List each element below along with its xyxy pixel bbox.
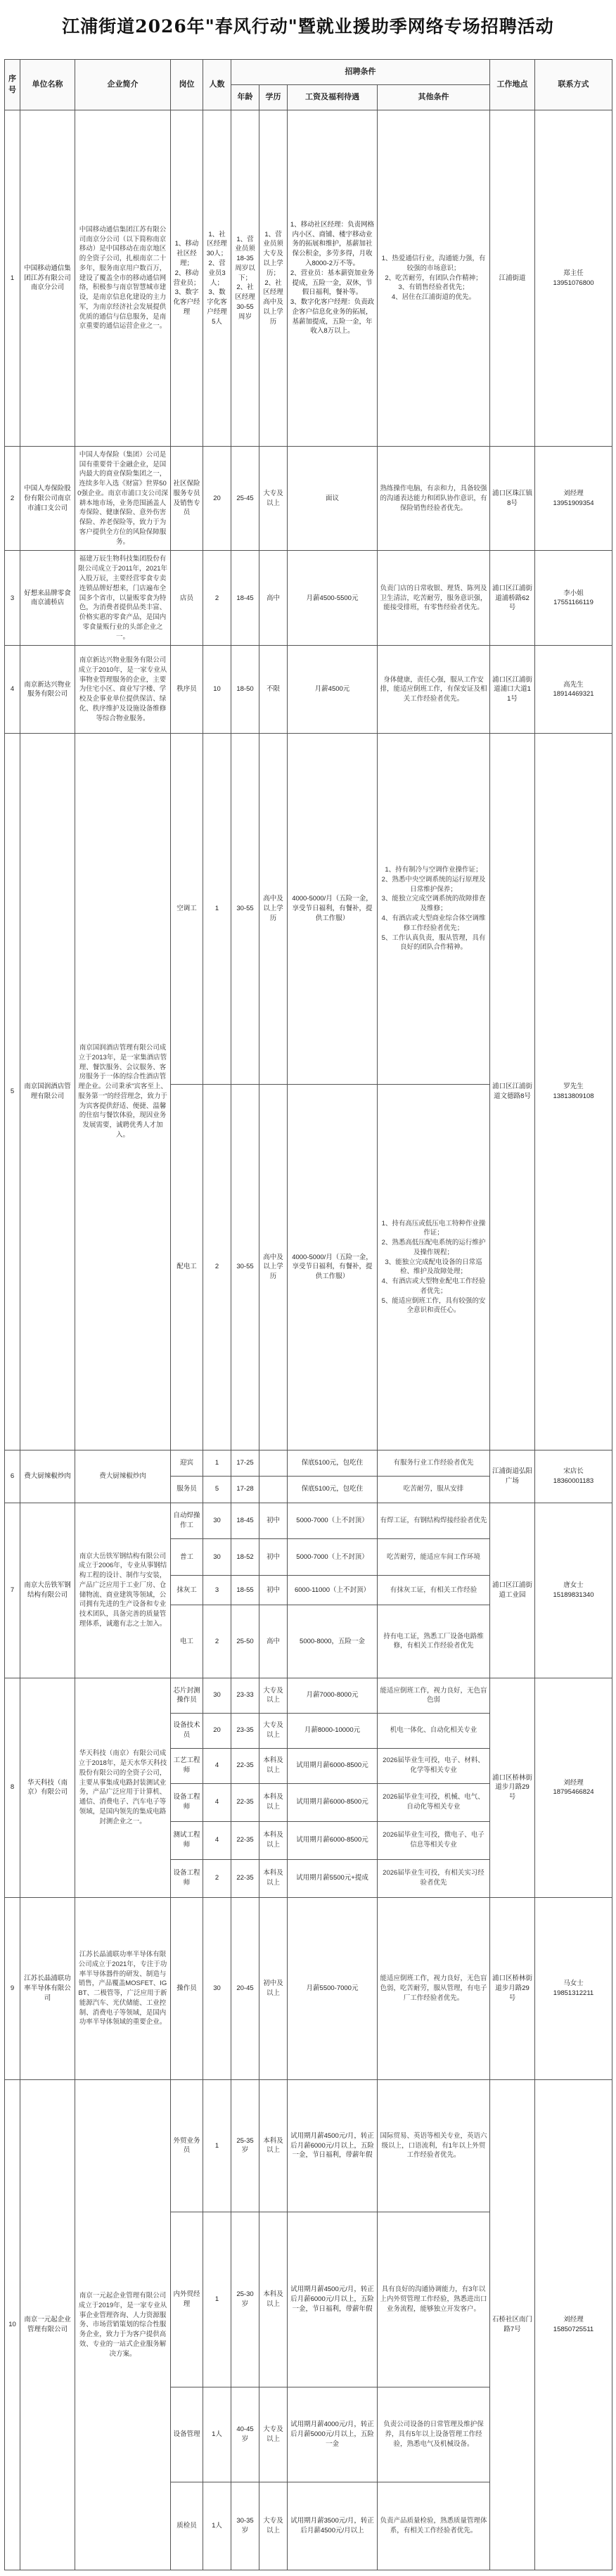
company-index: 2 [5,447,20,551]
post-count: 2 [203,1085,231,1450]
company-name: 南京大岳铁军钢结构有限公司 [20,1503,75,1678]
post-other: 负责公司设备的日常管理及维护保养，具有5年以上设备管理工作经验，熟悉电气及机械设备。 [378,2387,490,2482]
company-intro: 华天科技（南京）有限公司成立于2018年，是天水华天科技股份有限公司的全资子公司，主要从事集成电路封装测试业务，产品广泛应用于计算机、通信、消费电子、汽车电子等领域，是国内领先的集成电路封测企业之一。 [75,1678,171,1897]
company-name: 中国移动通信集团江苏有限公司南京分公司 [20,110,75,447]
header-company: 单位名称 [20,60,75,110]
post-other: 1、热爱通信行业，沟通能力强，有较强的市场意识； 2、吃苦耐劳，有团队合作精神； 3、有销售经验者优先； 4、居住在江浦街道的优先。 [378,110,490,447]
post-age: 22-35 [231,1821,259,1859]
post-age: 30-55 [231,1085,259,1450]
company-contact: 宋店长 18360001183 [535,1450,612,1503]
post-name: 操作员 [171,1897,203,2080]
post-salary: 1、移动社区经理：负责网格内小区、商铺、楼宇移动业务的拓展和维护，基薪加社保公积金，多劳多得，月收入8000-2万不等。 2、营业员：基本薪资加业务提成，五险一金，双休，节假日福利，餐补等。 3、数字化客户经理：负责政企客户信息化业务的拓展，基薪加提成，五险一金，年收入8万以上。 [288,110,378,447]
table-row [5,2080,612,2212]
post-count: 10 [203,646,231,734]
post-salary: 4000-5000/月（五险一金，享受节日福利，有餐补，提供工作服） [288,734,378,1085]
post-count: 1人 [203,2387,231,2482]
company-location: 浦口区桥林街道步月路29号 [490,1897,535,2080]
post-salary: 试用期月薪4500元/月，转正后月薪6000元/月以上，五险一金，节日福利，带薪年假 [288,2080,378,2212]
company-intro: 中国人寿保险（集团）公司是国有重要骨干金融企业，是国内最大的商业保险集团之一，连续多年入选《财富》世界500强企业。南京市浦口支公司深耕本地市场，业务范围涵盖人寿保险、健康保险、意外伤害保险、养老保险等，致力于为客户提供全方位的风险保障服务。 [75,447,171,551]
post-salary: 面议 [288,447,378,551]
post-age: 17-28 [231,1477,259,1503]
company-location: 江浦街道 [490,110,535,447]
post-age: 40-45岁 [231,2387,259,2482]
post-edu [259,1477,288,1503]
table-row [5,1450,612,1476]
company-intro: 江苏长晶浦联功率半导体有限公司成立于2021年，专注于功率半导体器件的研发、制造与销售，产品覆盖MOSFET、IGBT、二极管等，广泛应用于新能源汽车、光伏储能、工业控制、消费电子等领域，是国内功率半导体领域的重要企业。 [75,1897,171,2080]
post-salary: 月薪4500-5500元 [288,551,378,646]
post-salary: 试用期月薪6000-8500元 [288,1748,378,1783]
post-age: 18-55 [231,1576,259,1605]
post-salary: 试用期月薪6000-8500元 [288,1821,378,1859]
post-age: 1、营业员须18-35周岁以下； 2、社区经理30-55周岁 [231,110,259,447]
company-index: 7 [5,1503,20,1678]
company-name: 费大厨辣椒炒肉 [20,1450,75,1503]
company-intro: 费大厨辣椒炒肉 [75,1450,171,1503]
post-name: 社区保险服务专员及销售专员 [171,447,203,551]
company-index: 5 [5,734,20,1450]
post-name: 芯片封测操作员 [171,1678,203,1713]
post-count: 4 [203,1748,231,1783]
recruitment-table [4,59,612,2570]
company-index: 4 [5,646,20,734]
company-name: 华天科技（南京）有限公司 [20,1678,75,1897]
post-salary: 5000-8000，五险一金 [288,1605,378,1678]
company-intro: 南京国润酒店管理有限公司成立于2013年，是一家集酒店管理、餐饮服务、会议服务、客房服务于一体的综合性酒店管理企业。公司秉承"宾客至上、服务第一"的经营理念，致力于为宾客提供舒适、便捷、温馨的住宿与餐饮体验，现因业务发展需要，诚聘优秀人才加入。 [75,734,171,1450]
company-index: 3 [5,551,20,646]
post-edu [259,1450,288,1476]
post-edu: 大专及以上 [259,1678,288,1713]
post-other: 熟练操作电脑，有亲和力，具备较强的沟通表达能力和团队协作意识，有保险销售经验者优先。 [378,447,490,551]
post-name: 外贸业务员 [171,2080,203,2212]
company-location: 浦口区江浦街道文德路8号 [490,734,535,1450]
company-name: 南京新达兴物业服务有限公司 [20,646,75,734]
company-contact: 唐女士 15189831340 [535,1503,612,1678]
post-age: 30-35岁 [231,2482,259,2570]
company-name: 南京一元起企业管理有限公司 [20,2080,75,2570]
post-other: 2026届毕业生可投，机械、电气、自动化等相关专业 [378,1783,490,1821]
post-salary: 月薪4500元 [288,646,378,734]
post-name: 设备工程师 [171,1783,203,1821]
post-salary: 保底5100元，包吃住 [288,1477,378,1503]
post-salary: 月薪8000-10000元 [288,1713,378,1748]
table-row [5,1897,612,2080]
table-row [5,110,612,447]
company-contact: 刘经理 18795466824 [535,1678,612,1897]
post-count: 1人 [203,2482,231,2570]
post-count: 20 [203,447,231,551]
company-contact: 刘经理 13951909354 [535,447,612,551]
post-other: 国际贸易、英语等相关专业，英语六级以上，口语流利，有1年以上外贸工作经验者优先。 [378,2080,490,2212]
post-age: 23-33 [231,1678,259,1713]
table-row [5,447,612,551]
post-count: 1、社区经理30人； 2、营业员3人； 3、数字化客户经理5人 [203,110,231,447]
company-contact: 郑主任 13951076800 [535,110,612,447]
post-count: 4 [203,1783,231,1821]
post-other: 有焊工证，有钢结构焊接经验者优先 [378,1503,490,1539]
company-intro: 福建万辰生物科技集团股份有限公司成立于2011年，2021年入股万辰，主要经营零食专卖连锁品牌好想来，门店遍布全国多个省市，以量贩零食为特色，为消费者提供品类丰富、价格实惠的零食产品，是国内零食量贩行业的头部企业之一。 [75,551,171,646]
post-edu: 高中及以上学历 [259,1085,288,1450]
post-edu: 本科及以上 [259,2212,288,2387]
page-title: 江浦街道2026年"春风行动"暨就业援助季网络专场招聘活动 [62,16,554,37]
post-count: 1 [203,1450,231,1476]
company-intro: 中国移动通信集团江苏有限公司南京分公司（以下简称南京移动）是中国移动在南京地区的全资子公司，扎根南京二十多年，服务南京用户数百万，建设了覆盖全市的移动通信网络，积极参与南京智慧城市建设，是南京信息化建设的主力军，为南京经济社会发展提供优质的通信与信息服务，是南京重要的通信运营企业之一。 [75,110,171,447]
post-name: 自动焊操作工 [171,1503,203,1539]
post-name: 1、移动社区经理； 2、移动营业员； 3、数字化客户经理 [171,110,203,447]
company-contact: 刘经理 15850725511 [535,2080,612,2570]
post-salary: 试用期月薪6000-8500元 [288,1783,378,1821]
post-salary: 5000-7000（上不封顶） [288,1539,378,1576]
company-contact: 李小姐 17551166119 [535,551,612,646]
header-post: 岗位 [171,60,203,110]
post-other: 吃苦耐劳，服从安排 [378,1477,490,1503]
company-index: 10 [5,2080,20,2570]
post-salary: 月薪7000-8000元 [288,1678,378,1713]
company-index: 8 [5,1678,20,1897]
post-age: 25-35岁 [231,2080,259,2212]
table-row [5,1678,612,1713]
post-other: 吃苦耐劳，能适应车间工作环境 [378,1539,490,1576]
post-edu: 大专及以上 [259,447,288,551]
company-name: 南京国润酒店管理有限公司 [20,734,75,1450]
post-other: 有服务行业工作经验者优先 [378,1450,490,1476]
post-count: 20 [203,1713,231,1748]
post-edu: 初中 [259,1503,288,1539]
post-edu: 大专及以上 [259,2482,288,2570]
post-salary: 试用期月薪5500元+提成 [288,1859,378,1897]
post-edu: 高中 [259,551,288,646]
post-age: 18-45 [231,1503,259,1539]
post-name: 迎宾 [171,1450,203,1476]
post-age: 18-52 [231,1539,259,1576]
post-count: 5 [203,1477,231,1503]
header-salary: 工资及福利待遇 [288,85,378,110]
table-header-row [5,60,612,85]
post-other: 2026届毕业生可投，有相关实习经验者优先 [378,1859,490,1897]
table-row [5,1503,612,1539]
company-contact: 高先生 18914469321 [535,646,612,734]
post-name: 测试工程师 [171,1821,203,1859]
company-index: 9 [5,1897,20,2080]
post-name: 店员 [171,551,203,646]
post-edu: 高中及以上学历 [259,734,288,1085]
post-count: 1 [203,2080,231,2212]
post-age: 25-45 [231,447,259,551]
post-age: 20-45 [231,1897,259,2080]
post-other: 1、持有制冷与空调作业操作证； 2、熟悉中央空调系统的运行原理及日常维护保养； 3、能独立完成空调系统的故障排查及维修； 4、有酒店或大型商业综合体空调维修工作经验者优先； 5、工作认真负责，服从管理，具有良好的团队合作精神。 [378,734,490,1085]
post-other: 2026届毕业生可投，电子、材料、化学等相关专业 [378,1748,490,1783]
post-age: 25-30岁 [231,2212,259,2387]
table-body [5,110,612,2570]
post-salary: 试用期月薪4000元/月，转正后月薪5000元/月以上，五险一金 [288,2387,378,2482]
company-contact: 罗先生 13813809108 [535,734,612,1450]
post-count: 2 [203,1605,231,1678]
header-index: 序号 [5,60,20,110]
post-other: 能适应倒班工作，视力良好，无色盲色弱，吃苦耐劳，服从管理，有电子厂工作经验者优先。 [378,1897,490,2080]
post-salary: 保底5100元，包吃住 [288,1450,378,1476]
post-other: 负责门店的日常收银、理货、陈列及卫生清洁，吃苦耐劳，服务意识强，能接受排班，有零售经验者优先。 [378,551,490,646]
post-salary: 6000-11000（上不封顶） [288,1576,378,1605]
post-edu: 本科及以上 [259,1821,288,1859]
post-edu: 大专及以上 [259,1713,288,1748]
post-other: 负责产品质量检验，熟悉质量管理体系，有相关工作经验者优先。 [378,2482,490,2570]
post-edu: 本科及以上 [259,2080,288,2212]
company-location: 浦口区江浦街道浦口大道11号 [490,646,535,734]
post-salary: 4000-5000/月（五险一金，享受节日福利，有餐补，提供工作服） [288,1085,378,1450]
company-intro: 南京一元起企业管理有限公司成立于2019年，是一家专业从事企业管理咨询、人力资源服务、市场营销策划的综合性服务企业，致力于为客户提供高效、专业的一站式企业服务解决方案。 [75,2080,171,2570]
post-name: 内外贸经理 [171,2212,203,2387]
post-other: 机电一体化、自动化相关专业 [378,1713,490,1748]
post-count: 2 [203,1859,231,1897]
header-location: 工作地点 [490,60,535,110]
company-index: 6 [5,1450,20,1503]
post-edu: 初中 [259,1576,288,1605]
post-edu: 本科及以上 [259,1748,288,1783]
header-conditions: 招聘条件 [231,60,490,85]
post-salary: 月薪5500-7000元 [288,1897,378,2080]
post-age: 22-35 [231,1783,259,1821]
post-name: 电工 [171,1605,203,1678]
post-other: 身体健康，责任心强，服从工作安排，能适应倒班工作，有保安证及相关工作经验者优先。 [378,646,490,734]
company-location: 浦口区江浦街道工业园 [490,1503,535,1678]
table-row [5,646,612,734]
post-name: 普工 [171,1539,203,1576]
company-intro: 南京新达兴物业服务有限公司成立于2010年，是一家专业从事物业管理服务的企业，主要为住宅小区、商业写字楼、学校及企事业单位提供保洁、绿化、秩序维护及设施设备维修等综合物业服务。 [75,646,171,734]
company-contact: 马女士 19851312211 [535,1897,612,2080]
post-count: 1 [203,734,231,1085]
post-salary: 5000-7000（上不封顶） [288,1503,378,1539]
company-intro: 南京大岳铁军钢结构有限公司成立于2006年，专业从事钢结构工程的设计、制作与安装，产品广泛应用于工业厂房、仓储物流、商业建筑等领域，公司拥有先进的生产设备和专业技术团队，具备完善的质量管理体系，诚邀有志之士加入。 [75,1503,171,1678]
post-name: 配电工 [171,1085,203,1450]
post-count: 4 [203,1821,231,1859]
post-edu: 不限 [259,646,288,734]
post-age: 18-50 [231,646,259,734]
post-age: 18-45 [231,551,259,646]
post-age: 23-35 [231,1713,259,1748]
post-salary: 试用期月薪3500元/月，转正后月薪4500元/月以上 [288,2482,378,2570]
company-name: 好想来品牌零食南京浦桥店 [20,551,75,646]
post-name: 秩序员 [171,646,203,734]
post-name: 服务员 [171,1477,203,1503]
post-age: 22-35 [231,1859,259,1897]
post-edu: 初中及以上 [259,1897,288,2080]
post-edu: 本科及以上 [259,1783,288,1821]
company-location: 浦口区桥林街道步月路29号 [490,1678,535,1897]
post-count: 30 [203,1503,231,1539]
post-name: 设备管理 [171,2387,203,2482]
header-intro: 企业简介 [75,60,171,110]
company-location: 浦口区珠江镇8号 [490,447,535,551]
post-other: 具有良好的沟通协调能力，有3年以上内外贸管理工作经验，熟悉进出口业务流程，能够独立开发客户。 [378,2212,490,2387]
table-row [5,734,612,1085]
post-other: 1、持有高压或低压电工特种作业操作证； 2、熟悉高低压配电系统的运行维护及操作规程； 3、能独立完成配电设备的日常巡检、维护及故障处理； 4、有酒店或大型物业配电工作经验者优先； 5、能适应倒班工作，具有较强的安全意识和责任心。 [378,1085,490,1450]
company-location: 浦口区江浦街道浦桥路62号 [490,551,535,646]
post-count: 30 [203,1678,231,1713]
header-other: 其他条件 [378,85,490,110]
company-location: 江浦街道弘阳广场 [490,1450,535,1503]
header-age: 年龄 [231,85,259,110]
post-other: 持有电工证，熟悉工厂设备电路维修，有相关工作经验者优先 [378,1605,490,1678]
post-edu: 1、营业员须大专及以上学历； 2、社区经理高中及以上学历 [259,110,288,447]
post-count: 30 [203,1897,231,2080]
company-index: 1 [5,110,20,447]
company-location: 石桥社区南门路7号 [490,2080,535,2570]
post-other: 能适应倒班工作，视力良好，无色盲色弱 [378,1678,490,1713]
header-edu: 学历 [259,85,288,110]
post-edu: 初中 [259,1539,288,1576]
post-other: 2026届毕业生可投，微电子、电子信息等相关专业 [378,1821,490,1859]
header-count: 人数 [203,60,231,110]
post-age: 17-25 [231,1450,259,1476]
post-age: 30-55 [231,734,259,1085]
company-name: 中国人寿保险股份有限公司南京市浦口支公司 [20,447,75,551]
post-edu: 高中 [259,1605,288,1678]
post-salary: 试用期月薪4500元/月，转正后月薪6000元/月以上，五险一金，节日福利，带薪年假 [288,2212,378,2387]
post-name: 抹灰工 [171,1576,203,1605]
table-row [5,551,612,646]
post-name: 空调工 [171,734,203,1085]
company-name: 江苏长晶浦联功率半导体有限公司 [20,1897,75,2080]
post-age: 25-50 [231,1605,259,1678]
post-edu: 本科及以上 [259,1859,288,1897]
post-other: 有抹灰工证，有相关工作经验 [378,1576,490,1605]
post-name: 设备技术员 [171,1713,203,1748]
post-count: 2 [203,551,231,646]
post-name: 质检员 [171,2482,203,2570]
post-count: 1 [203,2212,231,2387]
post-age: 22-35 [231,1748,259,1783]
post-edu: 大专及以上 [259,2387,288,2482]
post-name: 设备工程师 [171,1859,203,1897]
post-count: 30 [203,1539,231,1576]
post-count: 3 [203,1576,231,1605]
post-name: 工艺工程师 [171,1748,203,1783]
header-contact: 联系方式 [535,60,612,110]
